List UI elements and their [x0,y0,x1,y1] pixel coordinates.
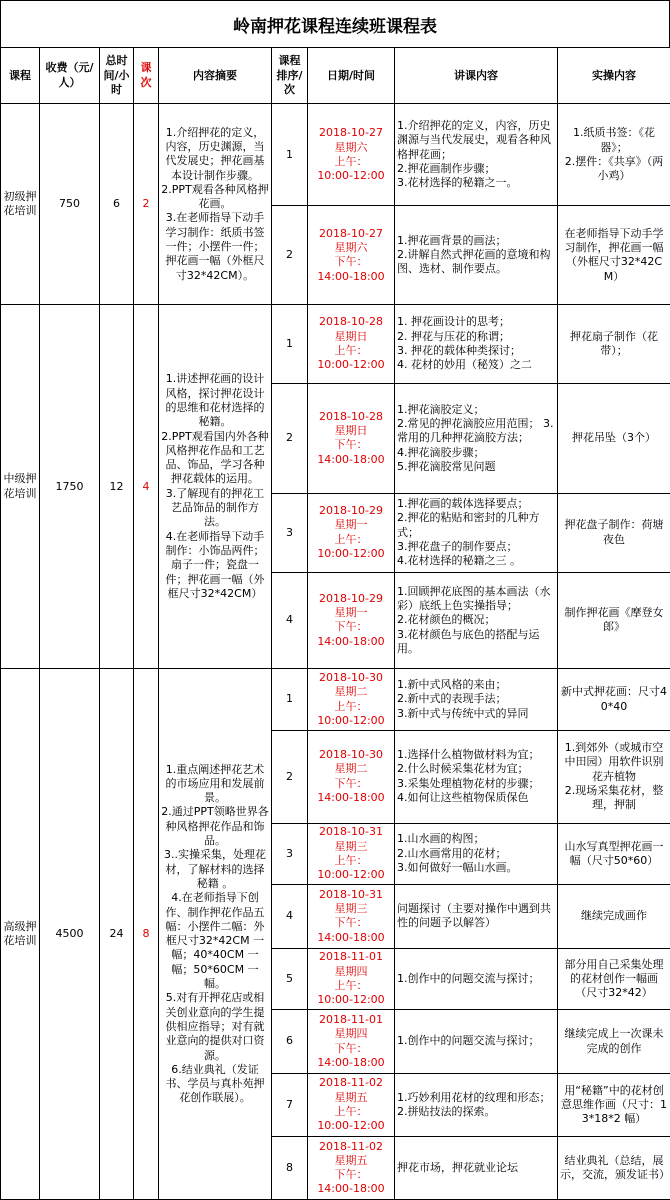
course-hours: 24 [100,669,134,1200]
lecture-line: 1.押花滴胶定义； [397,402,485,416]
course-summary [159,104,272,305]
session-lecture [395,823,558,885]
session-practice [558,730,670,823]
practice-line: 押花扇子制作（花带）； [570,329,658,358]
lecture-line: 4.花材选择的秘籍之三 。 [397,554,521,568]
practice-line: 押花吊坠（3个） [572,431,656,445]
header-course: 课程 [1,48,40,104]
session-time: 10:00-12:00 [317,169,385,183]
session-date: 2018-11-02 [319,1139,383,1153]
lecture-line: 2.押花的粘贴和密封的几种方式； [397,511,540,539]
session-practice [558,493,670,572]
lecture-line: 3.采集处理植物花材的步骤； [397,776,540,790]
summary-line: 4.在老师指导下动手制作：小饰品两件；扇子一件；瓷盘一件；押花画一幅（外框尺寸32*42CM） [165,529,265,600]
lecture-line: 2.新中式的表现手法； [397,692,507,706]
session-order: 4 [272,572,308,669]
session-datetime [308,1073,395,1137]
practice-line: 用“秘籍”中的花材创意思维作画（尺寸：13*18*2 幅） [561,1083,667,1126]
course-sessions: 8 [134,669,159,1200]
session-date: 2018-10-29 [319,504,383,518]
practice-line: 制作押花画《摩登女郎》 [564,606,664,634]
session-weekday: 星期三 [334,839,368,853]
session-time: 10:00-12:00 [317,546,385,560]
session-time: 14:00-18:00 [317,634,385,648]
session-datetime [308,1137,395,1200]
session-datetime [308,1010,395,1074]
session-weekday: 星期五 [334,1153,368,1167]
summary-line: 2.PPT观看国内外各种风格押花作品和工艺品、饰品，学习各种押花载体的运用。 [161,429,269,486]
session-practice [558,948,670,1010]
lecture-line: 3.如何做好一幅山水画。 [397,861,518,875]
session-practice [558,104,670,206]
course-hours: 6 [100,104,134,305]
lecture-line: 4. 花材的妙用（秘笈）之二 [397,358,532,372]
session-weekday: 星期四 [334,1027,368,1041]
session-period: 上午： [334,344,368,358]
lecture-line: 问题探讨（主要对操作中遇到共性的问题予以解答） [397,902,551,930]
practice-line: 1.到郊外（或城市空中田园）用软件识别花卉植物 [564,741,664,783]
lecture-line: 3.花材选择的秘籍之一。 [397,176,518,190]
session-lecture [395,572,558,669]
lecture-line: 1.山水画的构图； [397,832,485,846]
lecture-line: 1.押花画背景的画法； [397,233,507,247]
summary-line: 2.通过PPT领略世界各种风格押花作品和饰品。 [161,805,269,848]
course-sessions: 4 [134,305,159,669]
session-lecture [395,1073,558,1137]
practice-line: 1.纸质书签：《花器》； [573,126,655,154]
session-weekday: 星期六 [334,140,368,154]
session-order: 5 [272,948,308,1010]
session-period: 下午： [334,438,368,452]
session-order: 4 [272,885,308,949]
session-period: 下午： [334,1041,368,1055]
session-weekday: 星期日 [334,329,368,343]
practice-line: 部分用自己采集处理的花材创作一幅画（尺寸32*42） [564,957,664,1000]
session-order: 1 [272,104,308,206]
lecture-line: 1.创作中的问题交流与探讨； [397,1034,540,1048]
session-practice [558,206,670,305]
session-lecture [395,104,558,206]
header-datetime: 日期/时间 [308,48,395,104]
session-time: 14:00-18:00 [317,269,385,283]
session-datetime [308,206,395,305]
lecture-line: 2.拼贴技法的探索。 [397,1105,496,1119]
session-lecture [395,206,558,305]
lecture-line: 押花市场，押花就业论坛 [397,1161,518,1175]
lecture-line: 1.选择什么植物做材料为宜； [397,748,540,762]
session-date: 2018-11-02 [319,1076,383,1090]
session-time: 14:00-18:00 [317,1055,385,1069]
summary-line: 1.介绍押花的定义，内容，历史渊源，当代发展史；押花画基本设计制作步骤。 [165,125,265,182]
session-order: 8 [272,1137,308,1200]
session-order: 3 [272,823,308,885]
session-datetime [308,493,395,572]
course-summary [159,305,272,669]
lecture-line: 5.押花滴胶常见问题 [397,459,496,473]
session-time: 14:00-18:00 [317,930,385,944]
session-lecture [395,1137,558,1200]
session-period: 上午： [334,979,368,992]
session-practice [558,669,670,731]
session-order: 7 [272,1073,308,1137]
session-date: 2018-10-28 [319,409,383,423]
session-time: 10:00-12:00 [317,993,385,1007]
course-sessions: 2 [134,104,159,305]
session-weekday: 星期日 [334,424,368,438]
session-date: 2018-10-31 [319,887,383,901]
lecture-line: 2.常见的押花滴胶应用范围； 3.常用的几种押花滴胶方法； [397,416,554,445]
course-fee: 1750 [40,305,100,669]
session-time: 10:00-12:00 [317,358,385,372]
session-datetime [308,305,395,384]
session-period: 下午： [334,255,368,269]
header-row [1,48,670,104]
session-datetime [308,885,395,949]
session-datetime [308,669,395,731]
session-weekday: 星期六 [334,240,368,254]
session-period: 下午： [334,776,368,790]
lecture-line: 1.新中式风格的来由； [397,678,507,692]
session-weekday: 星期一 [334,606,368,620]
course-summary [159,669,272,1200]
session-period: 上午： [334,154,368,168]
session-lecture [395,493,558,572]
lecture-line: 1. 押花画设计的思考； [397,315,510,329]
summary-line: 5.对有开押花店或相关创业意向的学生提供相应指导；对有就业意向的提供对口资源。 [165,991,265,1062]
header-sessions: 课次 [134,48,159,104]
table-row [1,669,670,731]
table-row [1,104,670,206]
summary-line: 1.讲述押花画的设计风格，探讨押花设计的思维和花材选择的秘籍。 [165,372,265,429]
session-practice [558,1010,670,1074]
session-period: 下午： [334,620,368,634]
session-datetime [308,383,395,493]
session-period: 上午： [334,699,368,713]
lecture-line: 2.花材颜色的概况； [397,613,496,627]
practice-line: 继续完成上一次课未完成的创作 [564,1027,664,1055]
session-weekday: 星期一 [334,518,368,532]
summary-line: 1.重点阐述押花艺术的市场应用和发展前景。 [165,762,265,805]
session-lecture [395,669,558,731]
lecture-line: 3.新中式与传统中式的异同 [397,706,529,720]
header-summary: 内容摘要 [159,48,272,104]
schedule-table [0,47,670,1200]
session-period: 上午： [334,1105,368,1119]
session-practice [558,305,670,384]
lecture-line: 1.回顾押花底图的基本画法（水彩）底纸上色实操指导； [397,584,551,612]
lecture-line: 3. 押花的载体种类探讨； [397,344,521,358]
lecture-line: 1.押花画的载体选择要点； [397,496,529,510]
practice-line: 在老师指导下动手学习制作，押花画一幅（外框尺寸32*42CM） [564,226,664,283]
summary-line: 3.在老师指导下动手学习制作：纸质书签一件；小摆件一件；押花画一幅（外框尺寸32*42CM）。 [165,211,265,282]
session-order: 1 [272,305,308,384]
lecture-line: 1.巧妙利用花材的纹理和形态； [397,1090,551,1104]
session-order: 2 [272,383,308,493]
session-date: 2018-10-29 [319,591,383,605]
session-order: 6 [272,1010,308,1074]
session-lecture [395,730,558,823]
session-time: 10:00-12:00 [317,713,385,727]
session-practice [558,1137,670,1200]
course-name: 初级押花培训 [1,104,40,305]
lecture-line: 3.花材颜色与底色的搭配与运用。 [397,627,540,655]
practice-line: 2.摆件：《共享》（两小鸡） [564,154,664,183]
practice-line: 押花盘子制作：荷塘夜色 [564,518,664,546]
session-weekday: 星期二 [334,762,368,776]
session-datetime [308,572,395,669]
session-weekday: 星期三 [334,902,368,916]
table-row [1,305,670,384]
session-date: 2018-10-30 [319,748,383,762]
summary-line: 3..实操采集，处理花材，了解材料的选择秘籍 。 [164,848,266,890]
session-date: 2018-11-01 [319,1012,383,1026]
session-weekday: 星期五 [334,1090,368,1104]
lecture-line: 3.押花盘子的制作要点； [397,539,518,553]
session-date: 2018-11-01 [319,950,383,964]
session-practice [558,383,670,493]
summary-line: 2.PPT观看各种风格押花画。 [161,182,269,211]
lecture-line: 2.山水画常用的花材； [397,846,507,860]
session-date: 2018-10-27 [319,126,383,140]
course-fee: 750 [40,104,100,305]
session-time: 10:00-12:00 [317,1119,385,1133]
lecture-line: 1.创作中的问题交流与探讨； [397,971,540,985]
lecture-line: 2.什么时候采集花材为宜； [397,762,529,776]
lecture-line: 4.如何让这些植物保质保色 [397,791,529,805]
lecture-line: 2.讲解自然式押花画的意境和构图、选材、制作要点。 [397,248,551,276]
header-order: 课程排序/次 [272,48,308,104]
session-datetime [308,104,395,206]
session-date: 2018-10-28 [319,315,383,329]
session-lecture [395,383,558,493]
session-order: 3 [272,493,308,572]
session-date: 2018-10-31 [319,825,383,839]
session-order: 2 [272,730,308,823]
session-period: 下午： [334,1168,368,1182]
practice-line: 新中式押花画：尺寸40*40 [561,685,667,713]
course-name: 中级押花培训 [1,305,40,669]
session-datetime [308,948,395,1010]
course-hours: 12 [100,305,134,669]
page-title: 岭南押花课程连续班课程表 [0,0,670,48]
lecture-line: 2. 押花与压花的称谓； [397,329,510,343]
session-time: 14:00-18:00 [317,791,385,805]
summary-line: 3.了解现有的押花工艺品饰品的制作方法。 [165,486,265,529]
session-order: 2 [272,206,308,305]
session-order: 1 [272,669,308,731]
course-name: 高级押花培训 [1,669,40,1200]
header-hours: 总时间/小时 [100,48,134,104]
session-practice [558,572,670,669]
practice-line: 2.现场采集花材，整理，押制 [564,783,664,812]
practice-line: 山水写真型押花画一幅（尺寸50*60） [564,839,664,867]
session-date: 2018-10-30 [319,671,383,684]
lecture-line: 4.押花滴胶步骤； [397,445,485,459]
session-datetime [308,823,395,885]
header-lecture: 讲课内容 [395,48,558,104]
session-practice [558,823,670,885]
session-lecture [395,1010,558,1074]
session-period: 上午： [334,853,368,867]
header-fee: 收费（元/人） [40,48,100,104]
header-practice: 实操内容 [558,48,670,104]
practice-line: 继续完成画作 [581,909,647,923]
session-lecture [395,305,558,384]
summary-line: 4.在老师指导下创作、制作押花作品五幅：小摆件二幅：外框尺寸32*42CM 一幅；40*40CM 一幅；50*60CM 一幅。 [165,891,265,991]
summary-line: 6.结业典礼（发证书、学员与真朴苑押花创作联展）。 [165,1062,265,1105]
course-fee: 4500 [40,669,100,1200]
lecture-line: 1.介绍押花的定义，内容，历史渊源与当代发展史，观看各种风格押花画； [397,119,551,161]
session-period: 下午： [334,916,368,930]
session-date: 2018-10-27 [319,226,383,240]
session-weekday: 星期二 [334,685,368,699]
session-lecture [395,885,558,949]
session-lecture [395,948,558,1010]
lecture-line: 2.押花画制作步骤； [397,162,496,176]
session-practice [558,1073,670,1137]
practice-line: 结业典礼（总结，展示，交流，颁发证书） [560,1153,670,1182]
session-weekday: 星期四 [334,964,368,978]
session-period: 上午： [334,532,368,546]
session-datetime [308,730,395,823]
session-time: 14:00-18:00 [317,452,385,466]
session-practice [558,885,670,949]
session-time: 10:00-12:00 [317,868,385,882]
session-time: 14:00-18:00 [317,1182,385,1196]
